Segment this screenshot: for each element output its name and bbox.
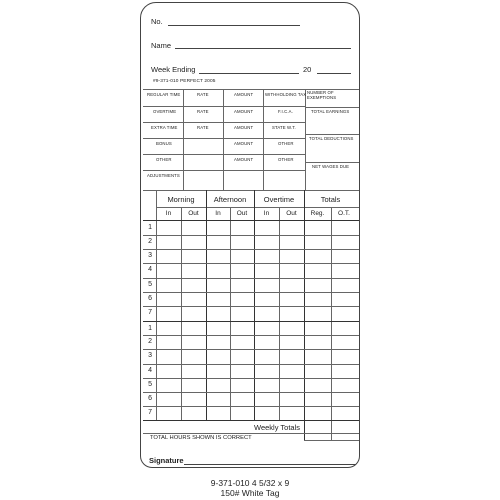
withholding-tax-label: WITHHOLDING TAX <box>265 92 307 97</box>
signature-field[interactable] <box>184 464 356 465</box>
net-wages-due-label: NET WAGES DUE <box>312 164 350 169</box>
extra-time-label: EXTRA TIME <box>151 125 178 130</box>
payroll-side-rule <box>305 162 359 163</box>
day-number: 4 <box>148 367 152 374</box>
afternoon-header: Afternoon <box>213 195 247 204</box>
day-number: 6 <box>148 395 152 402</box>
payroll-col-rule <box>223 89 224 190</box>
no-field[interactable] <box>168 25 300 26</box>
week-ending-label: Week Ending <box>151 65 196 74</box>
grid-col-rule <box>206 190 207 420</box>
grid-row-rule <box>143 364 359 365</box>
weekly-totals-rule <box>143 433 359 434</box>
day-number: 2 <box>148 238 152 245</box>
amount-label: AMOUNT <box>234 92 254 97</box>
payroll-row-rule <box>143 122 305 123</box>
product-line: 9-371-010 4 5/32 x 9 <box>210 478 290 488</box>
day-number: 5 <box>148 281 152 288</box>
grid-row-rule <box>143 278 359 279</box>
payroll-row-rule <box>143 138 305 139</box>
payroll-row-rule <box>143 154 305 155</box>
payroll-side-rule <box>305 107 359 108</box>
day-number: 5 <box>148 381 152 388</box>
form-code: #9-371-010 PERFECT 2005 <box>153 79 216 84</box>
totals-header: Totals <box>320 195 341 204</box>
morning-out-header: Out <box>188 210 199 217</box>
day-number: 3 <box>148 252 152 259</box>
amount-label: AMOUNT <box>234 141 254 146</box>
product-desc: 150# White Tag <box>220 488 280 498</box>
overtime-header: Overtime <box>263 195 295 204</box>
totals-ot-header: O.T. <box>338 210 350 217</box>
grid-row-rule <box>143 235 359 236</box>
grid-row-rule <box>143 378 359 379</box>
payroll-side-rule <box>305 134 359 135</box>
overtime-out-header: Out <box>286 210 297 217</box>
day-number: 1 <box>148 325 152 332</box>
grid-row-rule <box>143 220 359 221</box>
year-field[interactable] <box>317 73 351 74</box>
morning-in-header: In <box>165 210 172 217</box>
grid-row-rule <box>143 263 359 264</box>
grid-row-rule <box>143 249 359 250</box>
afternoon-out-header: Out <box>236 210 248 217</box>
total-deductions-label: TOTAL DEDUCTIONS <box>309 136 354 141</box>
week-ending-field[interactable] <box>199 73 299 74</box>
payroll-bottom-rule <box>143 190 359 191</box>
day-number: 3 <box>148 352 152 359</box>
payroll-col-rule <box>305 89 306 190</box>
grid-row-rule <box>143 335 359 336</box>
name-label: Name <box>151 41 172 50</box>
morning-header: Morning <box>167 195 195 204</box>
weekly-totals-label: Weekly Totals <box>254 423 300 432</box>
grid-row-rule <box>143 406 359 407</box>
grid-row-rule <box>143 292 359 293</box>
day-number: 1 <box>148 224 152 231</box>
fica-label: F.I.C.A. <box>278 109 293 114</box>
other-label: OTHER <box>156 157 172 162</box>
payroll-row-rule <box>143 170 305 171</box>
other-label: OTHER <box>278 141 294 146</box>
grid-week-divider <box>143 321 359 322</box>
regular-time-label: REGULAR TIME <box>147 92 181 97</box>
day-number: 7 <box>148 409 152 416</box>
afternoon-in-header: In <box>215 210 221 217</box>
name-field[interactable] <box>175 48 351 49</box>
grid-col-rule <box>254 190 255 420</box>
day-number: 4 <box>148 266 152 273</box>
grid-col-rule <box>304 190 305 440</box>
year-prefix: 20 <box>303 65 312 74</box>
correct-statement: TOTAL HOURS SHOWN IS CORRECT <box>150 435 252 441</box>
grid-row-rule <box>143 306 359 307</box>
overtime-label: OVERTIME <box>153 109 177 114</box>
state-wt-label: STATE W.T. <box>272 125 296 130</box>
other-label: OTHER <box>278 157 294 162</box>
grid-bottom-rule <box>143 420 359 421</box>
bonus-label: BONUS <box>156 141 172 146</box>
adjustments-label: ADJUSTMENTS <box>147 173 180 178</box>
rate-label: RATE <box>197 92 209 97</box>
grid-header-rule <box>156 207 359 208</box>
day-number: 2 <box>148 338 152 345</box>
total-earnings-label: TOTAL EARNINGS <box>311 109 350 114</box>
grid-row-rule <box>143 392 359 393</box>
signature-label: Signature <box>149 456 184 465</box>
grid-col-rule <box>230 207 231 420</box>
grid-col-rule <box>156 190 157 420</box>
payroll-col-rule <box>263 89 264 190</box>
totals-reg-header: Reg. <box>310 210 325 217</box>
rate-label: RATE <box>197 109 209 114</box>
day-number: 6 <box>148 295 152 302</box>
overtime-in-header: In <box>263 210 270 217</box>
weekly-totals-box-rule <box>304 440 359 441</box>
no-label: No. <box>151 17 163 26</box>
payroll-row-rule <box>143 106 305 107</box>
amount-label: AMOUNT <box>234 109 254 114</box>
amount-label: AMOUNT <box>234 157 254 162</box>
rate-label: RATE <box>197 125 209 130</box>
time-card <box>140 2 360 468</box>
payroll-col-rule <box>183 89 184 190</box>
exemptions-label: NUMBER OF EXEMPTIONS <box>307 90 337 100</box>
grid-row-rule <box>143 349 359 350</box>
grid-col-rule <box>279 207 280 420</box>
day-number: 7 <box>148 309 152 316</box>
grid-col-rule <box>181 207 182 420</box>
amount-label: AMOUNT <box>234 125 254 130</box>
